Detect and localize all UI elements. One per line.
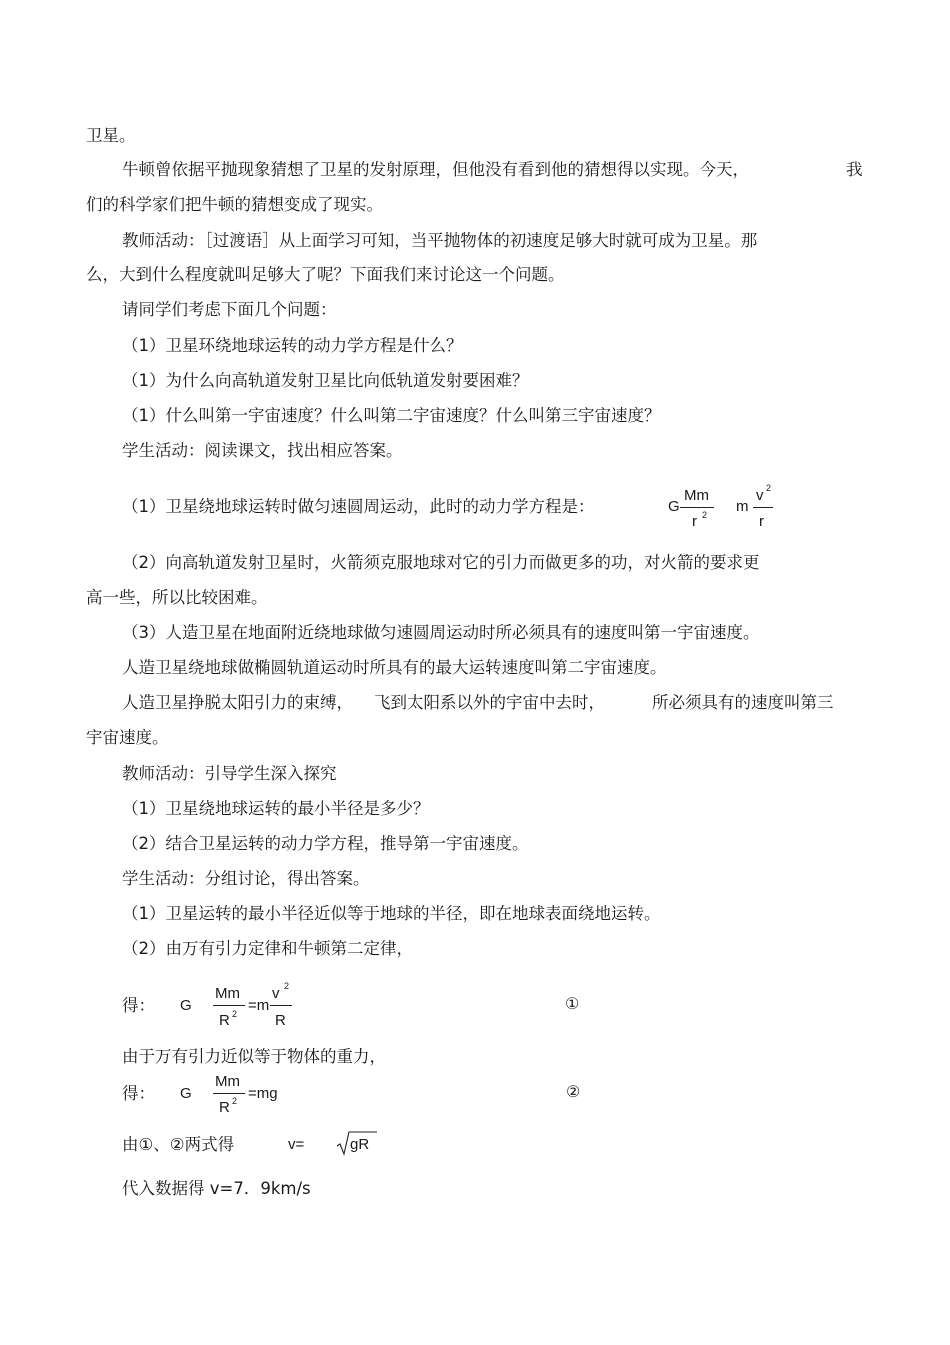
text-line: 得： [122, 996, 155, 1015]
text-line: 请同学们考虑下面几个问题： [122, 300, 337, 319]
formula-exponent: 2 [284, 981, 290, 991]
formula-numerator: Mm [215, 1073, 240, 1090]
equation-marker: ② [566, 1084, 581, 1101]
fraction-bar [753, 507, 773, 508]
text-line: 飞到太阳系以外的宇宙中去时， [374, 693, 605, 712]
formula-symbol: G [180, 1085, 192, 1102]
formula-numerator: Mm [684, 487, 709, 504]
text-line: （3）人造卫星在地面附近绕地球做匀速圆周运动时所必须具有的速度叫第一宇宙速度。 [122, 623, 760, 642]
fraction-bar [213, 1093, 245, 1094]
formula-denominator: r [692, 513, 697, 530]
text-line: 我 [846, 160, 863, 179]
text-line: 人造卫星挣脱太阳引力的束缚， [122, 693, 353, 712]
text-line: 教师活动：［过渡语］从上面学习可知，当平抛物体的初速度足够大时就可成为卫星。那 [122, 231, 758, 250]
text-line: 卫星。 [86, 126, 136, 145]
text-line: （2）向高轨道发射卫星时，火箭须克服地球对它的引力而做更多的功，对火箭的要求更 [122, 553, 760, 572]
text-line: 所必须具有的速度叫第三 [652, 693, 834, 712]
text-line: 学生活动：阅读课文，找出相应答案。 [122, 441, 403, 460]
formula-exponent: 2 [232, 1009, 238, 1019]
text-line: 由①、②两式得 [122, 1135, 235, 1154]
fraction-bar [270, 1005, 292, 1006]
text-line: 宇宙速度。 [86, 728, 169, 747]
text-line: （1）卫星绕地球运转的最小半径是多少？ [122, 799, 430, 818]
formula-exponent: 2 [702, 510, 708, 520]
text-line: 高一些，所以比较困难。 [86, 588, 268, 607]
formula-denominator: r [759, 513, 764, 530]
formula-exponent: 2 [766, 483, 772, 493]
text-line: （1）卫星绕地球运转时做匀速圆周运动，此时的动力学方程是： [122, 497, 595, 516]
text-line: （1）什么叫第一宇宙速度？什么叫第二宇宙速度？什么叫第三宇宙速度？ [122, 406, 661, 425]
formula-symbol: =m [248, 997, 270, 1014]
text-line: 代入数据得 v=7．9km/s [122, 1179, 311, 1198]
formula-denominator: R [275, 1012, 286, 1029]
formula-symbol: =mg [248, 1085, 278, 1102]
formula-symbol: G [668, 498, 680, 515]
equation-marker: ① [565, 996, 580, 1013]
text-line: 学生活动：分组讨论，得出答案。 [122, 869, 370, 888]
text-line: （1）为什么向高轨道发射卫星比向低轨道发射要困难？ [122, 371, 529, 390]
fraction-bar [680, 507, 714, 508]
formula-numerator: Mm [215, 985, 240, 1002]
text-line: （2）结合卫星运转的动力学方程，推导第一宇宙速度。 [122, 834, 529, 853]
fraction-bar [213, 1005, 245, 1006]
text-line: （1）卫星环绕地球运转的动力学方程是什么？ [122, 336, 463, 355]
formula-radicand: gR [350, 1136, 370, 1153]
text-line: 教师活动：引导学生深入探究 [122, 764, 337, 783]
text-line: 们的科学家们把牛顿的猜想变成了现实。 [86, 195, 383, 214]
formula-denominator: R [219, 1099, 230, 1116]
text-line: 牛顿曾依据平抛现象猜想了卫星的发射原理，但他没有看到他的猜想得以实现。今天， [122, 160, 749, 179]
formula-numerator: v [756, 487, 764, 504]
text-line: 人造卫星绕地球做椭圆轨道运动时所具有的最大运转速度叫第二宇宙速度。 [122, 658, 667, 677]
formula-symbol: m [736, 498, 749, 515]
text-line: 么，大到什么程度就叫足够大了呢？下面我们来讨论这一个问题。 [86, 265, 565, 284]
text-line: 由于万有引力近似等于物体的重力， [122, 1047, 386, 1066]
text-line: （2）由万有引力定律和牛顿第二定律， [122, 939, 413, 958]
formula-denominator: R [219, 1012, 230, 1029]
text-line: （1）卫星运转的最小半径近似等于地球的半径，即在地球表面绕地运转。 [122, 904, 661, 923]
formula-symbol: G [180, 997, 192, 1014]
formula-exponent: 2 [232, 1096, 238, 1106]
formula-numerator: v [272, 985, 280, 1002]
formula-symbol: v= [288, 1136, 305, 1153]
text-line: 得： [122, 1084, 155, 1103]
